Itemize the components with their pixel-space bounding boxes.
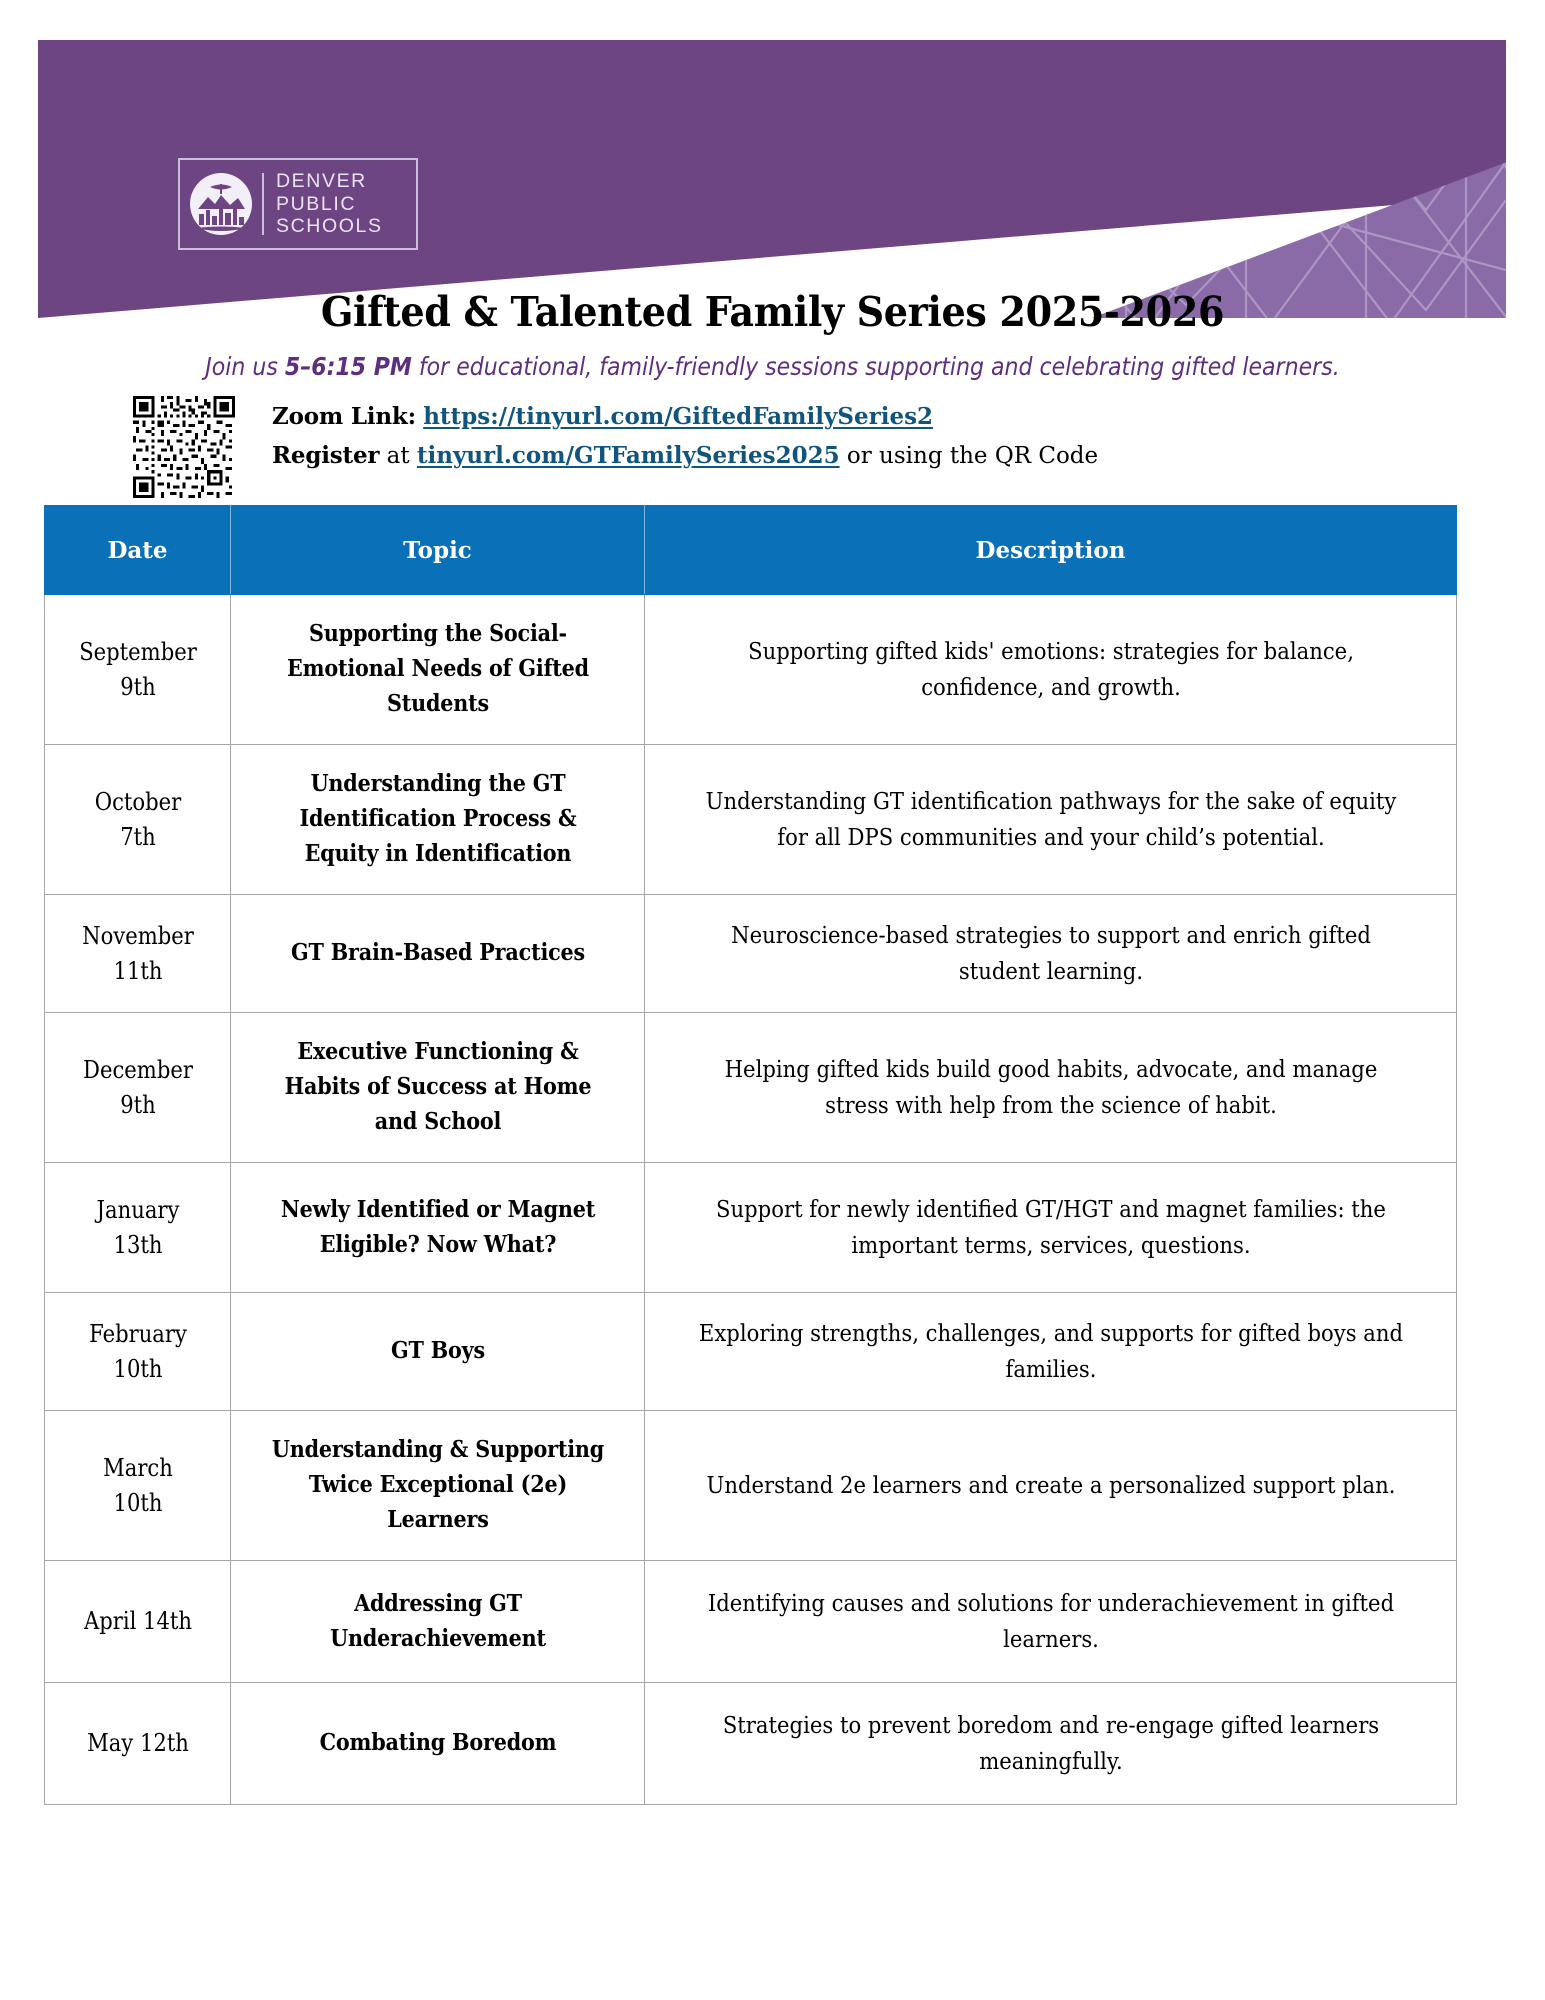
zoom-link[interactable]: https://tinyurl.com/GiftedFamilySeries2 — [423, 403, 934, 430]
cell-date: May 12th — [56, 1683, 220, 1805]
cell-description: Helping gifted kids build good habits, advocate, and manage stress with help from the science of habit. — [685, 1013, 1416, 1163]
cell-description: Strategies to prevent boredom and re-engage gifted learners meaningfully. — [685, 1683, 1416, 1805]
logo-line-denver: DENVER — [276, 169, 367, 192]
logo-line-schools: SCHOOLS — [276, 215, 383, 238]
cell-description: Identifying causes and solutions for underachievement in gifted learners. — [685, 1561, 1416, 1683]
table-row — [45, 745, 1457, 895]
subtitle-time: 5–6:15 PM — [284, 352, 412, 381]
cell-topic: Supporting the Social-Emotional Needs of Gifted Students — [251, 595, 624, 745]
subtitle — [77, 352, 1468, 381]
register-at-text: at — [379, 442, 417, 469]
table-row — [45, 1411, 1457, 1561]
column-header-date: Date — [45, 506, 231, 595]
column-header-description: Description — [645, 506, 1457, 595]
column-header-topic: Topic — [231, 506, 645, 595]
page-title: Gifted & Talented Family Series 2025-2026 — [320, 288, 1225, 336]
table-body — [45, 595, 1457, 1805]
register-link-row — [272, 437, 1272, 476]
cell-topic: Understanding the GT Identification Process & Equity in Identification — [251, 745, 624, 895]
cell-date: December 9th — [56, 1013, 220, 1163]
register-suffix: or using the QR Code — [839, 442, 1099, 469]
table-row — [45, 1561, 1457, 1683]
cell-description: Support for newly identified GT/HGT and magnet families: the important terms, services, questions. — [685, 1163, 1416, 1293]
cell-date: March 10th — [56, 1411, 220, 1561]
cell-description: Understand 2e learners and create a personalized support plan. — [685, 1411, 1416, 1561]
dps-logo — [178, 158, 418, 250]
table-row — [45, 595, 1457, 745]
table-row — [45, 1293, 1457, 1411]
cell-topic: Addressing GT Underachievement — [251, 1561, 624, 1683]
qr-code-icon[interactable] — [133, 396, 235, 498]
cell-topic: Executive Functioning & Habits of Success at Home and School — [251, 1013, 624, 1163]
cell-topic: GT Boys — [251, 1293, 624, 1411]
cell-date: October 7th — [56, 745, 220, 895]
subtitle-lead: Join us — [205, 352, 285, 381]
register-label: Register — [272, 441, 380, 469]
cell-date: January 13th — [56, 1163, 220, 1293]
cell-date: November 11th — [56, 895, 220, 1013]
schedule-table — [44, 505, 1457, 1805]
cell-description: Neuroscience-based strategies to support and enrich gifted student learning. — [685, 895, 1416, 1013]
table-row — [45, 895, 1457, 1013]
logo-line-public: PUBLIC — [276, 192, 357, 215]
logo-wordmark — [276, 170, 383, 238]
subtitle-rest: for educational, family-friendly sessions supporting and celebrating gifted learners. — [411, 352, 1340, 381]
cell-description: Understanding GT identification pathways for the sake of equity for all DPS communities and your child’s potential. — [685, 745, 1416, 895]
table-row — [45, 1683, 1457, 1805]
denver-public-schools-emblem-icon — [188, 171, 254, 237]
zoom-link-label: Zoom Link: — [272, 403, 416, 430]
cell-description: Supporting gifted kids' emotions: strategies for balance, confidence, and growth. — [685, 595, 1416, 745]
register-link[interactable]: tinyurl.com/GTFamilySeries2025 — [416, 441, 840, 469]
header-banner — [38, 40, 1506, 318]
zoom-link-row — [272, 398, 1272, 437]
cell-description: Exploring strengths, challenges, and supports for gifted boys and families. — [685, 1293, 1416, 1411]
links-block — [272, 398, 1272, 476]
cell-topic: GT Brain-Based Practices — [251, 895, 624, 1013]
table-row — [45, 1163, 1457, 1293]
cell-date: February 10th — [56, 1293, 220, 1411]
cell-date: September 9th — [56, 595, 220, 745]
table-header-row — [45, 506, 1457, 595]
table-row — [45, 1013, 1457, 1163]
cell-topic: Understanding & Supporting Twice Exceptional (2e) Learners — [251, 1411, 624, 1561]
cell-date: April 14th — [56, 1561, 220, 1683]
cell-topic: Combating Boredom — [251, 1683, 624, 1805]
cell-topic: Newly Identified or Magnet Eligible? Now What? — [251, 1163, 624, 1293]
logo-divider — [262, 173, 264, 235]
